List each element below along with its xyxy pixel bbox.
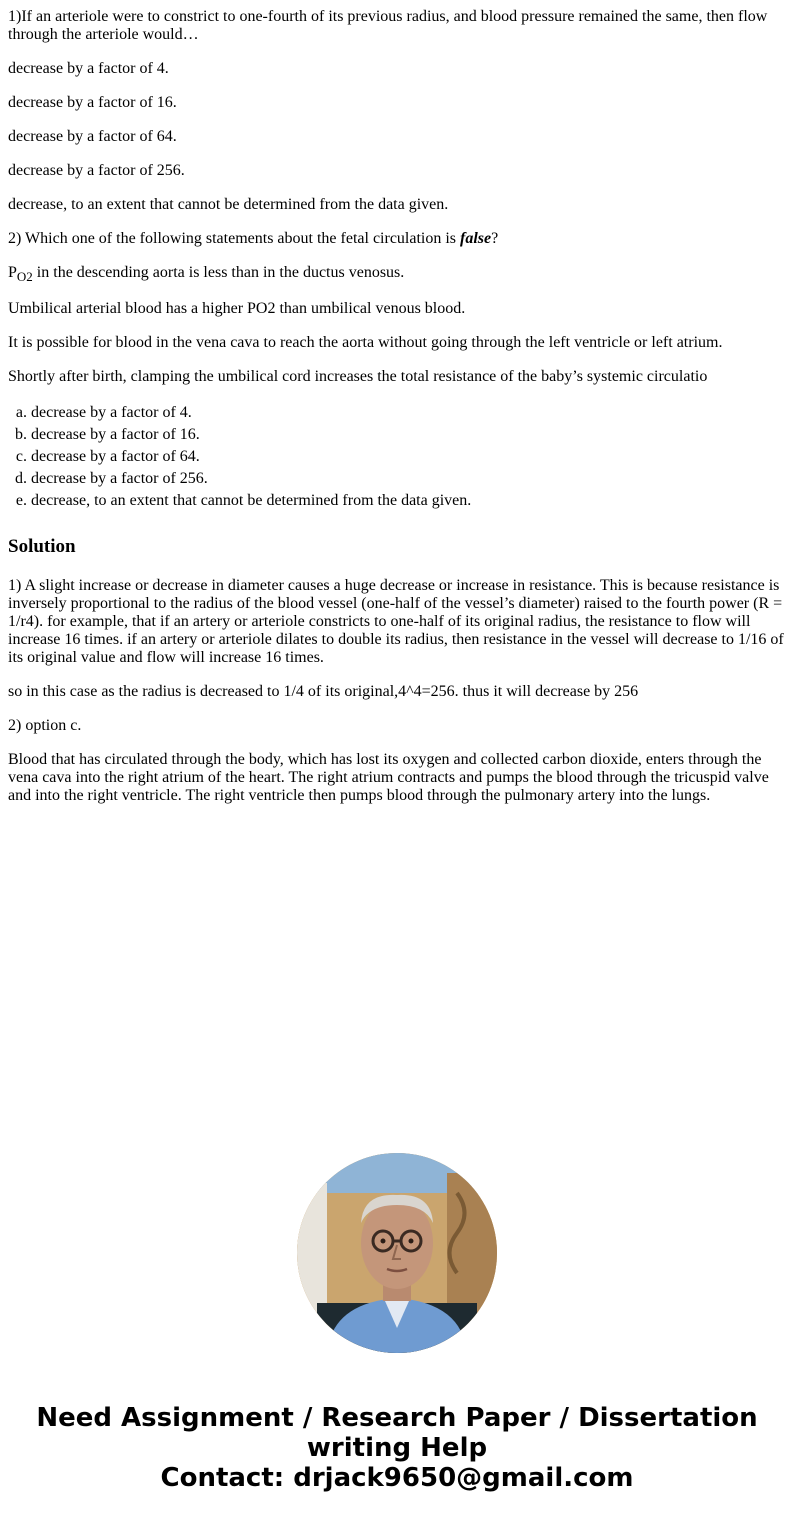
tutor-avatar <box>297 1153 497 1353</box>
question-1-prompt: 1)If an arteriole were to constrict to one-fourth of its previous radius, and blood pressure remained the same, then flow through the arteriole would… <box>8 8 768 43</box>
answer-list <box>8 402 786 512</box>
question-2-option-3: It is possible for blood in the vena cava to reach the aorta without going through the left ventricle or left atrium. <box>8 334 723 351</box>
tutor-portrait-image <box>297 1153 497 1353</box>
solution-paragraph-1: 1) A slight increase or decrease in diameter causes a huge decrease or increase in resistance. This is because resistance is inversely proportional to the radius of the blood vessel (one-half of the vessel’s diameter) raised to the fourth power (R = 1/r4). for example, that if an artery or arteriole constricts to one-half of its original radius, the resistance to flow will increase 16 times. if an artery or arteriole dilates to double its radius, then resistance in the vessel will decrease to 1/16 of its original value and flow will increase 16 times. <box>8 577 784 666</box>
po2-symbol: P <box>8 264 17 281</box>
solution-heading: Solution <box>8 536 76 557</box>
document-content <box>8 8 786 821</box>
question-1-option-d: decrease by a factor of 256. <box>8 162 185 179</box>
help-footer <box>0 1403 794 1493</box>
po2-subscript: O2 <box>16 269 33 284</box>
answer-item: e. decrease, to an extent that cannot be determined from the data given. <box>31 490 786 512</box>
question-2-prompt-emphasis: false <box>460 230 492 247</box>
answer-item: a. decrease by a factor of 4. <box>31 402 786 424</box>
question-2-option-1-text: in the descending aorta is less than in the ductus venosus. <box>32 264 405 281</box>
solution-paragraph-3: 2) option c. <box>8 717 82 734</box>
answer-item: c. decrease by a factor of 64. <box>31 446 786 468</box>
question-1-option-c: decrease by a factor of 64. <box>8 128 177 145</box>
question-2-option-4: Shortly after birth, clamping the umbilical cord increases the total resistance of the baby’s systemic circulatio <box>8 368 708 385</box>
answer-item: d. decrease by a factor of 256. <box>31 468 786 490</box>
question-1-option-b: decrease by a factor of 16. <box>8 94 177 111</box>
footer-contact: Contact: drjack9650@gmail.com <box>160 1463 634 1493</box>
question-1-option-e: decrease, to an extent that cannot be determined from the data given. <box>8 196 449 213</box>
solution-paragraph-2: so in this case as the radius is decreased to 1/4 of its original,4^4=256. thus it will decrease by 256 <box>8 683 639 700</box>
question-2-option-1 <box>8 264 786 282</box>
footer-tagline: Need Assignment / Research Paper / Dissertation writing Help <box>36 1403 758 1463</box>
question-2-prompt-end: ? <box>491 230 499 247</box>
answer-item: b. decrease by a factor of 16. <box>31 424 786 446</box>
solution-paragraph-4: Blood that has circulated through the body, which has lost its oxygen and collected carbon dioxide, enters through the vena cava into the right atrium of the heart. The right atrium contracts and pumps the blood through the tricuspid valve and into the right ventricle. The right ventricle then pumps blood through the pulmonary artery into the lungs. <box>8 751 769 804</box>
question-2-option-2: Umbilical arterial blood has a higher PO2 than umbilical venous blood. <box>8 300 466 317</box>
question-2-prompt <box>8 230 786 248</box>
question-1-option-a: decrease by a factor of 4. <box>8 60 169 77</box>
question-2-prompt-text: 2) Which one of the following statements about the fetal circulation is <box>8 230 461 247</box>
